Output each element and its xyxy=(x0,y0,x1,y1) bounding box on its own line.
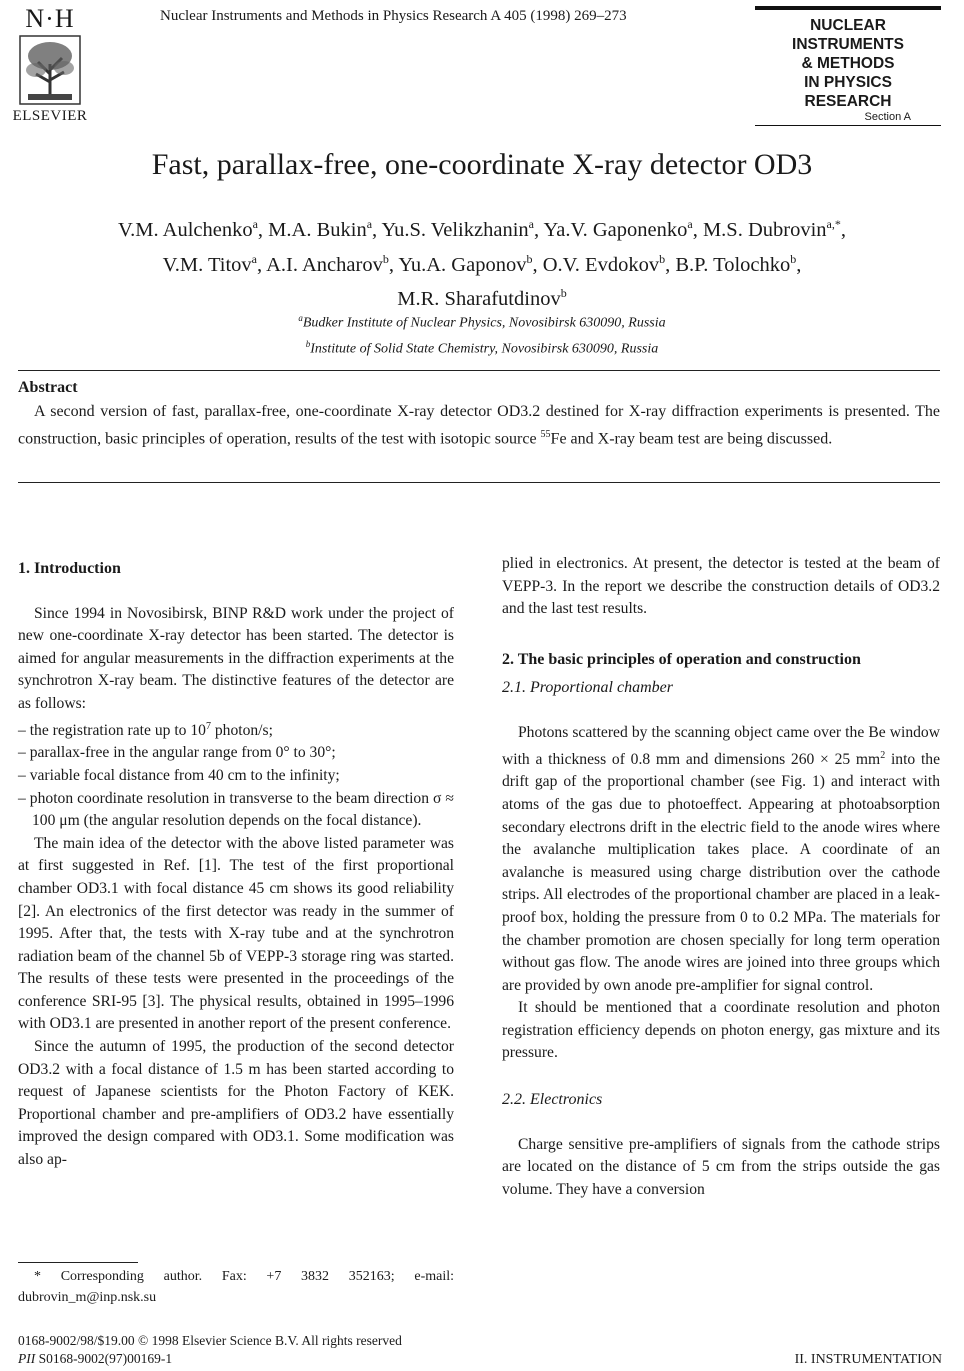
masthead-line: INSTRUMENTS xyxy=(792,36,904,53)
masthead-line: RESEARCH xyxy=(804,93,892,110)
imprint xyxy=(18,1332,402,1368)
paragraph: The main idea of the detector with the above listed parameter was at first suggested in Ref. [1]. The test of the first proportional chamber OD3.1 with focal distance 45 cm shows its good reliability [2]. An electronics of the first detector was ready in the summer of 1995. After that, the tests with X-ray tube and at the synchrotron radiation beam of the channel 5b of VEPP-3 storage ring was started. The results of these tests were presented in the proceedings of the conference SRI-95 [3]. The physical results, obtained in 1995–1996 with OD3.1 are presented in another report of the present conference. xyxy=(18,834,454,1033)
list-item: – the registration rate up to $10^7$ photon/s; xyxy=(18,720,273,739)
masthead-rule xyxy=(755,125,941,126)
list-item: – variable focal distance from 40 cm to the infinity; xyxy=(18,766,340,784)
author: Yu.S. Velikzhanin$^a$, xyxy=(381,217,544,241)
section-tag: II. INSTRUMENTATION xyxy=(794,1352,942,1367)
affiliation: $^a$Budker Institute of Nuclear Physics, Novosibirsk 630090, Russia xyxy=(298,313,666,331)
author: V.M. Aulchenko$^a$, xyxy=(118,217,269,241)
pii-line: PII S0168-9002(97)00169-1 xyxy=(18,1351,173,1366)
paragraph: Photons scattered by the scanning object came over the Be window with a thickness of 0.8 mm and dimensions 260 × 25 $mm^2$ into the drift gap of the proportional chamber (see Fig. 1) and interact with atoms of the gas due to photoeffect. Appearing at photoabsorption secondary electrons drift in the electric field to the anode wires where the avalanche multiplication takes place. A coordinate of an avalanche is measured using charge distribution over the cathode strips. All electrodes of the proportional chamber are placed in a leak-proof box, holding the pressure from 0 to 0.2 MPa. The materials for the chamber promotion are chosen specially for long term operation without gas flow. The anode wires are joined into three groups which are provided by own anode pre-amplifier for signal control. xyxy=(502,723,940,994)
left-column xyxy=(18,558,454,1172)
abstract-text: A second version of fast, parallax-free, one-coordinate X-ray detector OD3.2 destined for X-ray diffraction experiments is presented. The construction, basic principles of operation, results of the test with isotopic source $^{55}$Fe and X-ray beam test are being discussed. xyxy=(18,403,940,448)
paragraph: plied in electronics. At present, the detector is tested at the beam of VEPP-3. In the report we describe the construction details of OD3.2 and the last test results. xyxy=(502,555,940,618)
author: M.S. Dubrovin$^{a,*}$, xyxy=(702,217,846,241)
author: O.V. Evdokov$^b$, xyxy=(542,251,676,276)
author: B.P. Tolochko$^b$, xyxy=(675,251,802,276)
subsection-heading-chamber: 2.1. Proportional chamber xyxy=(502,679,673,697)
logo-nh-text: N·H xyxy=(25,4,75,33)
masthead-line: IN PHYSICS xyxy=(804,74,892,91)
footnote-rule xyxy=(18,1262,138,1263)
author-list xyxy=(20,210,944,314)
masthead-line: & METHODS xyxy=(801,55,895,72)
abstract-bottom-rule xyxy=(18,482,940,483)
affiliations xyxy=(0,308,964,359)
paragraph: It should be mentioned that a coordinate resolution and photon registration efficiency depends on photon energy, gas mixture and its pressure. xyxy=(502,999,940,1062)
journal-masthead xyxy=(755,6,941,126)
publisher-name: ELSEVIER xyxy=(12,108,88,124)
section-heading-introduction: 1. Introduction xyxy=(18,560,121,577)
paragraph: Since 1994 in Novosibirsk, BINP R&D work under the project of new one-coordinate X-ray detector has been started. The detector is aimed for angular measurements in the diffraction experiments at the synchrotron X-ray beam. The distinctive features of the detector are as follows: xyxy=(18,604,454,712)
journal-reference: Nuclear Instruments and Methods in Physics Research A 405 (1998) 269–273 xyxy=(160,8,627,24)
section-heading-principles: 2. The basic principles of operation and construction xyxy=(502,650,861,668)
author: V.M. Titov$^a$, xyxy=(162,251,267,276)
masthead-title xyxy=(755,16,941,111)
publisher-logo xyxy=(6,6,94,125)
author: M.R. Sharafutdinov$^b$ xyxy=(397,286,567,311)
author: Ya.V. Gaponenko$^a$, xyxy=(543,217,703,241)
abstract-heading: Abstract xyxy=(18,379,78,396)
masthead-line: NUCLEAR xyxy=(810,17,886,34)
footnote-corresponding-author: * Corresponding author. Fax: +7 3832 352163; e-mail: dubrovin_m@inp.nsk.su xyxy=(18,1269,454,1305)
author: A.I. Ancharov$^b$, xyxy=(266,251,399,276)
subsection-heading-electronics: 2.2. Electronics xyxy=(502,1091,603,1109)
author: M.A. Bukin$^a$, xyxy=(268,217,382,241)
abstract-top-rule xyxy=(18,370,940,371)
author: Yu.A. Gaponov$^b$, xyxy=(398,251,543,276)
list-item: – photon coordinate resolution in transverse to the beam direction σ ≈ 100 μm (the angular resolution depends on the focal distance). xyxy=(18,789,454,830)
elsevier-tree-icon xyxy=(18,34,82,106)
list-item: – parallax-free in the angular range from 0° to 30°; xyxy=(18,744,336,762)
masthead-section: Section A xyxy=(864,111,911,123)
paper-title: Fast, parallax-free, one-coordinate X-ray detector OD3 xyxy=(151,148,813,181)
paragraph: Since the autumn of 1995, the production of the second detector OD3.2 with a focal distance of 1.5 m has been started according to request of Japanese scientists for the Photon Factory of KEK. Proportional chamber and pre-amplifiers of OD3.2 have essentially improved the design compared with OD3.1. Some modification was also ap- xyxy=(18,1038,454,1169)
affiliation: $^b$Institute of Solid State Chemistry, Novosibirsk 630090, Russia xyxy=(305,338,659,357)
copyright-line: 0168-9002/98/$19.00 © 1998 Elsevier Science B.V. All rights reserved xyxy=(18,1333,402,1348)
right-column xyxy=(502,553,940,1201)
paragraph: Charge sensitive pre-amplifiers of signals from the cathode strips are located on the distance of 5 cm from the strips outside the gas volume. They have a conversion xyxy=(502,1135,940,1198)
